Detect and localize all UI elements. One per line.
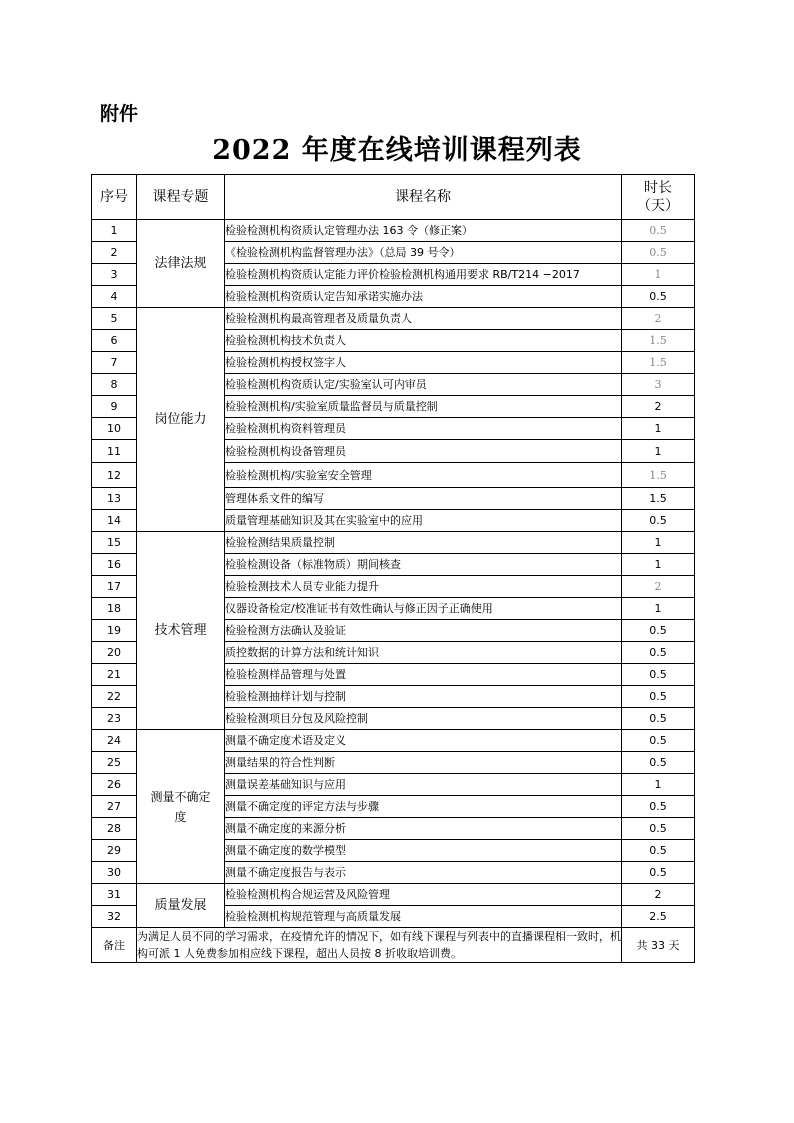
table-header-row [92, 175, 695, 220]
course-name: 管理体系文件的编写 [225, 488, 622, 510]
course-days: 0.5 [622, 818, 695, 840]
note-label: 备注 [92, 928, 137, 963]
course-days: 0.5 [622, 752, 695, 774]
course-name: 检验检测机构资质认定能力评价检验检测机构通用要求 RB/T214 −2017 [225, 264, 622, 286]
row-index: 2 [92, 242, 137, 264]
course-days: 0.5 [622, 862, 695, 884]
table-body [92, 220, 695, 963]
course-name: 检验检测机构授权签字人 [225, 352, 622, 374]
row-index: 16 [92, 554, 137, 576]
table-row [92, 884, 695, 906]
row-index: 25 [92, 752, 137, 774]
course-name: 测量不确定度报告与表示 [225, 862, 622, 884]
row-index: 6 [92, 330, 137, 352]
course-days: 0.5 [622, 664, 695, 686]
course-name: 检验检测机构/实验室安全管理 [225, 463, 622, 488]
course-days: 1 [622, 532, 695, 554]
course-name: 检验检测项目分包及风险控制 [225, 708, 622, 730]
course-days: 1.5 [622, 330, 695, 352]
category-quality: 质量发展 [137, 884, 225, 928]
course-name: 检验检测机构最高管理者及质量负责人 [225, 308, 622, 330]
course-days: 2 [622, 396, 695, 418]
course-days: 1.5 [622, 463, 695, 488]
course-name: 测量不确定度的评定方法与步骤 [225, 796, 622, 818]
header-topic: 课程专题 [137, 175, 225, 220]
course-name: 测量误差基础知识与应用 [225, 774, 622, 796]
row-index: 32 [92, 906, 137, 928]
header-days [622, 175, 695, 220]
course-days: 0.5 [622, 686, 695, 708]
row-index: 7 [92, 352, 137, 374]
course-days: 0.5 [622, 642, 695, 664]
course-name: 检验检测机构资质认定管理办法 163 令（修正案） [225, 220, 622, 242]
row-index: 30 [92, 862, 137, 884]
table-row [92, 308, 695, 330]
category-position: 岗位能力 [137, 308, 225, 532]
header-days-line2: （天） [637, 198, 679, 214]
course-days: 1.5 [622, 352, 695, 374]
course-name: 质量管理基础知识及其在实验室中的应用 [225, 510, 622, 532]
course-name: 仪器设备检定/校准证书有效性确认与修正因子正确使用 [225, 598, 622, 620]
course-days: 1.5 [622, 488, 695, 510]
category-uncertainty: 测量不确定度 [137, 730, 225, 884]
course-days: 0.5 [622, 730, 695, 752]
course-days: 2 [622, 884, 695, 906]
row-index: 31 [92, 884, 137, 906]
course-name: 检验检测机构技术负责人 [225, 330, 622, 352]
course-days: 1 [622, 554, 695, 576]
course-name: 《检验检测机构监督管理办法》（总局 39 号令） [225, 242, 622, 264]
category-law: 法律法规 [137, 220, 225, 308]
row-index: 9 [92, 396, 137, 418]
row-index: 22 [92, 686, 137, 708]
course-days: 0.5 [622, 620, 695, 642]
course-days: 2 [622, 308, 695, 330]
course-days: 0.5 [622, 840, 695, 862]
course-days: 2.5 [622, 906, 695, 928]
course-days: 2 [622, 576, 695, 598]
row-index: 23 [92, 708, 137, 730]
course-name: 检验检测机构合规运营及风险管理 [225, 884, 622, 906]
row-index: 14 [92, 510, 137, 532]
course-days: 1 [622, 264, 695, 286]
row-index: 11 [92, 440, 137, 463]
course-name: 质控数据的计算方法和统计知识 [225, 642, 622, 664]
note-row [92, 928, 695, 963]
header-name: 课程名称 [225, 175, 622, 220]
row-index: 12 [92, 463, 137, 488]
row-index: 20 [92, 642, 137, 664]
course-name: 测量不确定度术语及定义 [225, 730, 622, 752]
course-name: 检验检测机构资质认定告知承诺实施办法 [225, 286, 622, 308]
course-days: 0.5 [622, 220, 695, 242]
course-name: 检验检测机构资料管理员 [225, 418, 622, 440]
row-index: 19 [92, 620, 137, 642]
course-days: 1 [622, 440, 695, 463]
row-index: 10 [92, 418, 137, 440]
course-name: 检验检测技术人员专业能力提升 [225, 576, 622, 598]
row-index: 21 [92, 664, 137, 686]
row-index: 29 [92, 840, 137, 862]
course-days: 0.5 [622, 708, 695, 730]
course-name: 检验检测方法确认及验证 [225, 620, 622, 642]
row-index: 27 [92, 796, 137, 818]
course-name: 检验检测设备（标准物质）期间核查 [225, 554, 622, 576]
course-name: 测量结果的符合性判断 [225, 752, 622, 774]
course-name: 检验检测机构/实验室质量监督员与质量控制 [225, 396, 622, 418]
course-days: 1 [622, 418, 695, 440]
course-days: 0.5 [622, 796, 695, 818]
row-index: 24 [92, 730, 137, 752]
course-name: 检验检测机构规范管理与高质量发展 [225, 906, 622, 928]
course-name: 检验检测机构设备管理员 [225, 440, 622, 463]
page-title: 2022 年度在线培训课程列表 [212, 135, 582, 166]
table-row [92, 220, 695, 242]
row-index: 15 [92, 532, 137, 554]
row-index: 4 [92, 286, 137, 308]
row-index: 3 [92, 264, 137, 286]
course-days: 1 [622, 774, 695, 796]
header-index: 序号 [92, 175, 137, 220]
row-index: 26 [92, 774, 137, 796]
header-days-line1: 时长 [644, 180, 672, 196]
course-days: 1 [622, 598, 695, 620]
course-name: 检验检测样品管理与处置 [225, 664, 622, 686]
row-index: 13 [92, 488, 137, 510]
table-row [92, 532, 695, 554]
course-days: 0.5 [622, 510, 695, 532]
row-index: 28 [92, 818, 137, 840]
row-index: 8 [92, 374, 137, 396]
row-index: 5 [92, 308, 137, 330]
note-text: 为满足人员不同的学习需求，在疫情允许的情况下，如有线下课程与列表中的直播课程相一致时，机构可派 1 人免费参加相应线下课程，超出人员按 8 折收取培训费。 [137, 928, 622, 963]
course-days: 3 [622, 374, 695, 396]
course-name: 检验检测机构资质认定/实验室认可内审员 [225, 374, 622, 396]
category-tech: 技术管理 [137, 532, 225, 730]
course-name: 测量不确定度的数学模型 [225, 840, 622, 862]
table-row [92, 730, 695, 752]
row-index: 18 [92, 598, 137, 620]
course-name: 检验检测结果质量控制 [225, 532, 622, 554]
course-name: 测量不确定度的来源分析 [225, 818, 622, 840]
row-index: 17 [92, 576, 137, 598]
course-days: 0.5 [622, 286, 695, 308]
course-table [91, 174, 695, 963]
total-days: 共 33 天 [622, 928, 695, 963]
course-name: 检验检测抽样计划与控制 [225, 686, 622, 708]
row-index: 1 [92, 220, 137, 242]
course-days: 0.5 [622, 242, 695, 264]
annex-label: 附件 [100, 103, 139, 125]
